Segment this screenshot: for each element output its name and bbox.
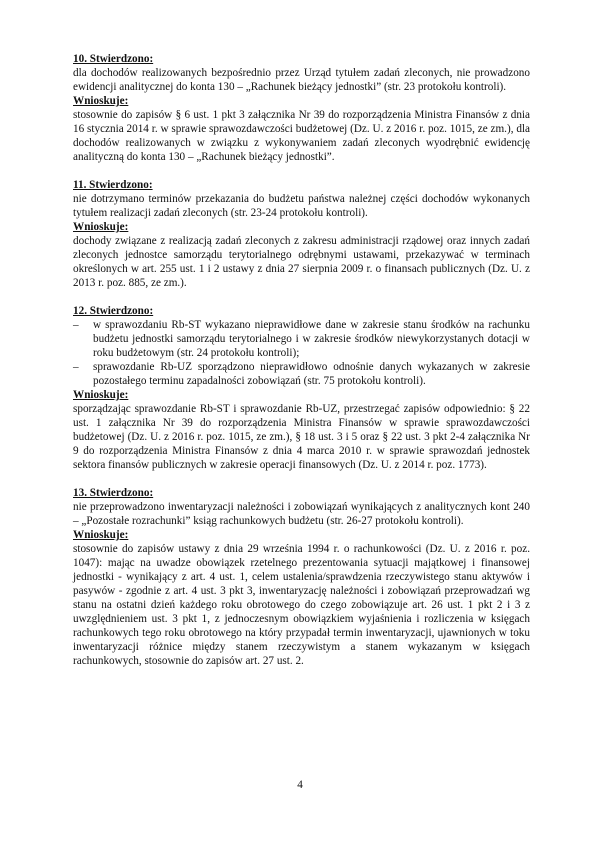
finding-text: nie dotrzymano terminów przekazania do budżetu państwa należnej części dochodów wykonanych tytułem realizacji zadań zleconych (str. 23-24 protokołu kontroli).: [73, 193, 530, 219]
finding-item-text: w sprawozdaniu Rb-ST wykazano nieprawidłowe dane w zakresie stanu środków na rachunku budżetu jednostki samorządu terytorialnego i w zakresie środków niewykorzystanych dotacji w roku budżetowym (str. 24 protokołu kontroli);: [93, 319, 530, 359]
list-item: [73, 318, 530, 360]
finding-text: dla dochodów realizowanych bezpośrednio przez Urząd tytułem zadań zleconych, nie prowadzono ewidencji analitycznej do konta 130 – „Rachunek bieżący jednostki” (str. 23 protokołu kontroli).: [73, 67, 530, 93]
conclusion-text: sporządzając sprawozdanie Rb-ST i sprawozdanie Rb-UZ, przestrzegać zapisów odpowiednio: § 22 ust. 1 załącznika Nr 39 do rozporządzenia Ministra Finansów w sprawie sprawozdawczości budżetowej (Dz. U. z 2016 r. poz. 1015, ze zm.), § 18 ust. 3 i 5 oraz § 22 ust. 3 pkt 2-4 załącznika Nr 9 do rozporządzenia Ministra Finansów z dnia 4 marca 2010 r. w sprawie sprawozdań jednostek sektora finansów publicznych w zakresie operacji finansowych (Dz. U. z 2014 r. poz. 1773).: [73, 403, 530, 471]
finding-item-text: sprawozdanie Rb-UZ sporządzono nieprawidłowo odnośnie danych wykazanych w zakresie pozostałego terminu zapadalności zobowiązań (str. 75 protokołu kontroli).: [93, 361, 530, 387]
section-heading: 12. Stwierdzono:: [73, 305, 154, 317]
conclusion-text: stosownie do zapisów § 6 ust. 1 pkt 3 załącznika Nr 39 do rozporządzenia Ministra Finansów z dnia 16 stycznia 2014 r. w sprawie sprawozdawczości budżetowej (Dz. U. z 2016 r. poz. 1015, ze zm.), dla dochodów realizowanych w związku z wykonywaniem zadań zleconych wyodrębnić ewidencję analityczną do konta 130 – „Rachunek bieżący jednostki”.: [73, 109, 530, 163]
document-body: [73, 52, 530, 682]
section-10: [73, 52, 530, 164]
section-heading: 10. Stwierdzono:: [73, 53, 154, 65]
section-13: [73, 486, 530, 668]
page-number: 4: [297, 779, 303, 791]
conclusion-heading: Wnioskuje:: [73, 389, 129, 401]
conclusion-heading: Wnioskuje:: [73, 221, 129, 233]
list-item: [73, 360, 530, 388]
section-12: [73, 304, 530, 472]
conclusion-heading: Wnioskuje:: [73, 95, 129, 107]
conclusion-text: dochody związane z realizacją zadań zleconych z zakresu administracji rządowej oraz innych zadań zleconych jednostce samorządu terytorialnego odrębnymi ustawami, przekazywać w terminach określonych w art. 255 ust. 1 i 2 ustawy z dnia 27 sierpnia 2009 r. o finansach publicznych (Dz. U. z 2013 r. poz. 885, ze zm.).: [73, 235, 530, 289]
finding-text: nie przeprowadzono inwentaryzacji należności i zobowiązań wynikających z analitycznych kont 240 – „Pozostałe rozrachunki” ksiąg rachunkowych budżetu (str. 26-27 protokołu kontroli).: [73, 501, 530, 527]
section-heading: 13. Stwierdzono:: [73, 487, 154, 499]
conclusion-text: stosownie do zapisów ustawy z dnia 29 września 1994 r. o rachunkowości (Dz. U. z 2016 r. poz. 1047): mając na uwadze obowiązek rzetelnego prezentowania sytuacji majątkowej i finansowej jednostki - wynikający z art. 4 ust. 1, celem ustalenia/sprawdzenia rzeczywistego stanu aktywów i pasywów - zgodnie z art. 4 ust. 3 pkt 3, inwentaryzację należności i zobowiązań przeprowadzań wg stanu na ostatni dzień każdego roku obrotowego do czego zobowiązuje art. 26 ust. 1 pkt 2 i 3 z uwzględnieniem ust. 3 pkt 1, z jednoczesnym obowiązkiem wyjaśnienia i rozliczenia w księgach rachunkowych tego roku obrotowego na który przypadał termin inwentaryzacji, ujawnionych w toku inwentaryzacji różnice między stanem rzeczywistym a stanem wykazanym w księgach rachunkowych, stosownie do zapisów art. 27 ust. 2.: [73, 543, 530, 667]
conclusion-heading: Wnioskuje:: [73, 529, 129, 541]
section-heading: 11. Stwierdzono:: [73, 179, 153, 191]
dash-bullet: –: [73, 361, 79, 373]
section-11: [73, 178, 530, 290]
dash-bullet: –: [73, 319, 79, 331]
finding-list: [73, 318, 530, 388]
